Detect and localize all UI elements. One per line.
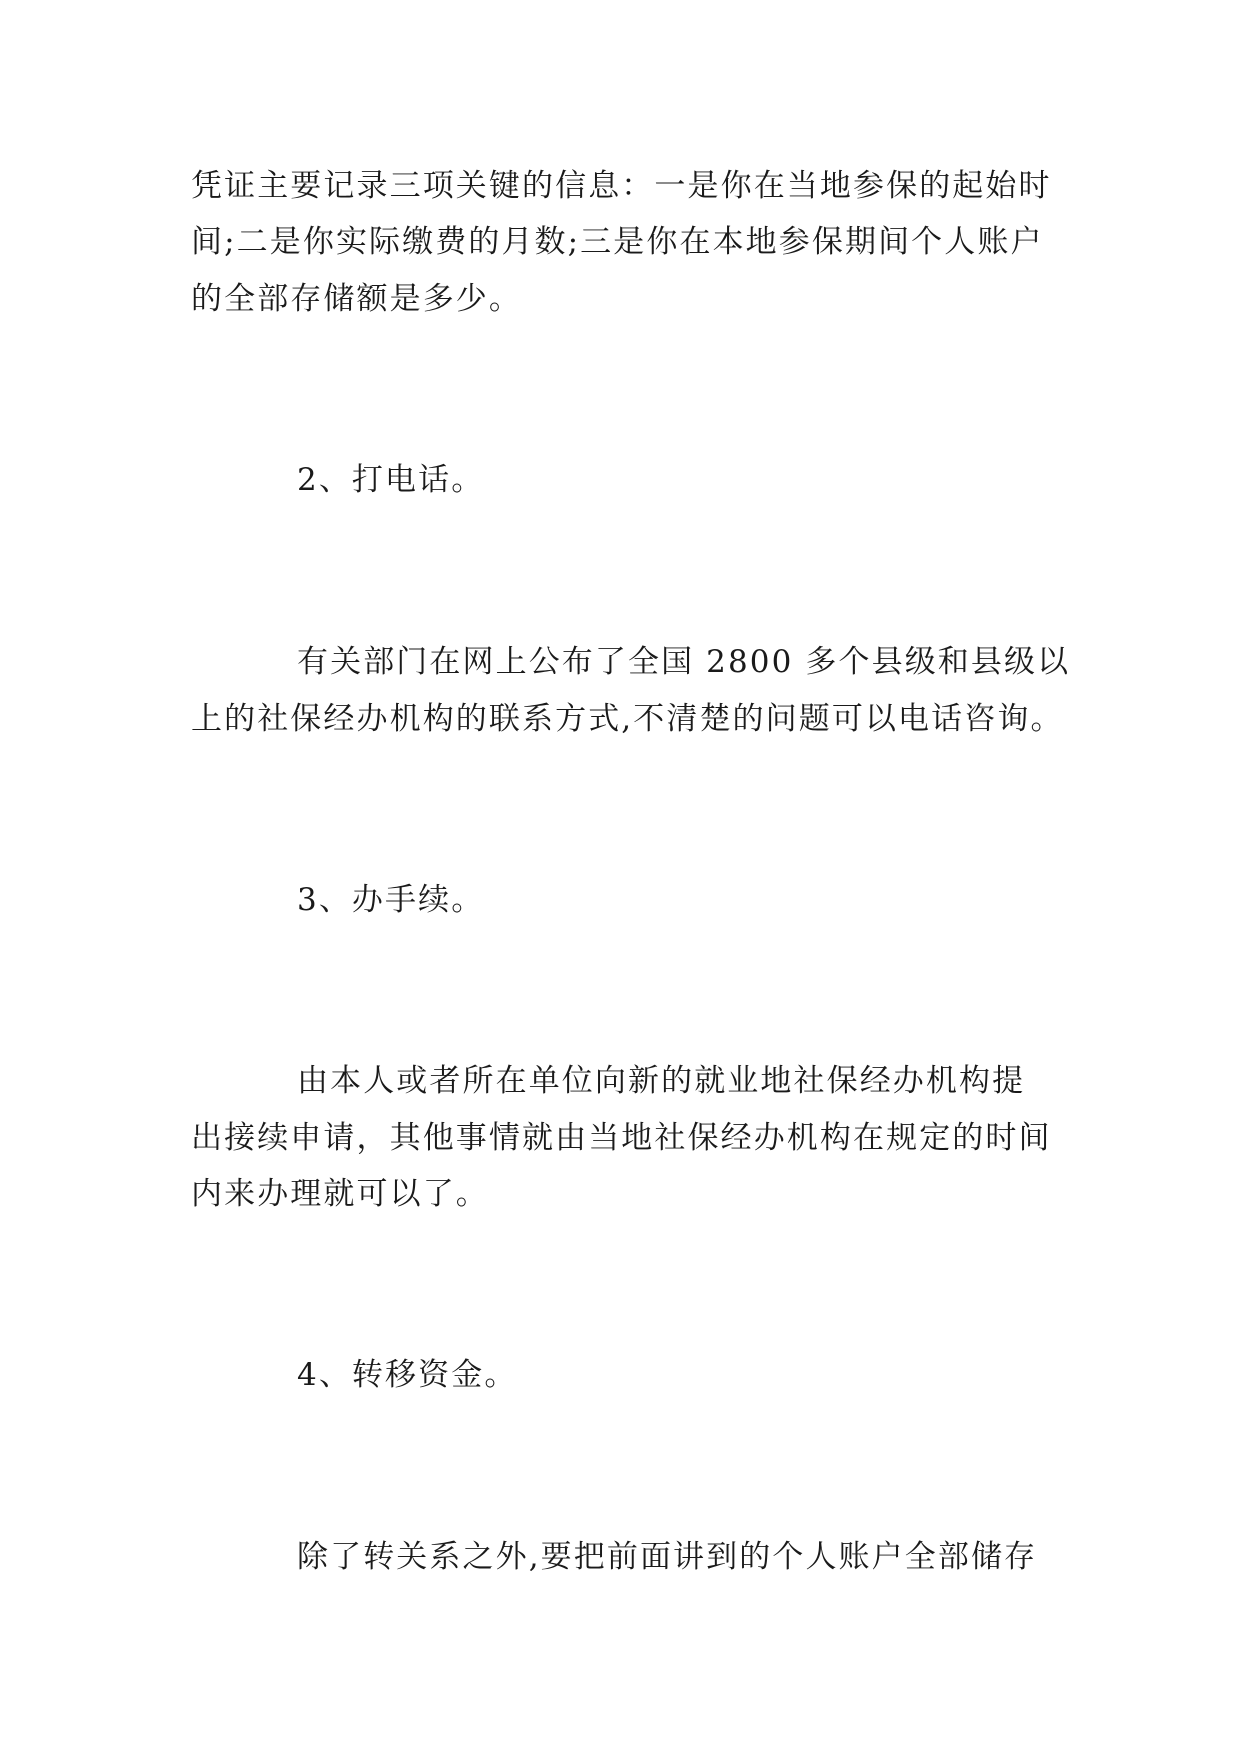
paragraph-1-line-3: 的全部存储额是多少。 <box>191 281 522 317</box>
paragraph-3-line-2: 出接续申请，其他事情就由当地社保经办机构在规定的时间 <box>191 1120 1052 1156</box>
paragraph-3-line-1: 由本人或者所在单位向新的就业地社保经办机构提 <box>297 1063 1026 1099</box>
section-heading-2: 2、打电话。 <box>297 462 485 498</box>
paragraph-1-line-2: 间;二是你实际缴费的月数;三是你在本地参保期间个人账户 <box>191 224 1044 260</box>
paragraph-2-line-2: 上的社保经办机构的联系方式,不清楚的问题可以电话咨询。 <box>191 701 1064 737</box>
paragraph-3-line-3: 内来办理就可以了。 <box>191 1176 489 1212</box>
paragraph-1-line-1: 凭证主要记录三项关键的信息：一是你在当地参保的起始时 <box>191 168 1052 204</box>
paragraph-4-line-1: 除了转关系之外,要把前面讲到的个人账户全部储存 <box>297 1539 1038 1575</box>
paragraph-2-line-1: 有关部门在网上公布了全国 2800 多个县级和县级以 <box>297 644 1071 680</box>
section-heading-3: 3、办手续。 <box>297 882 485 918</box>
section-heading-4: 4、转移资金。 <box>297 1357 518 1393</box>
